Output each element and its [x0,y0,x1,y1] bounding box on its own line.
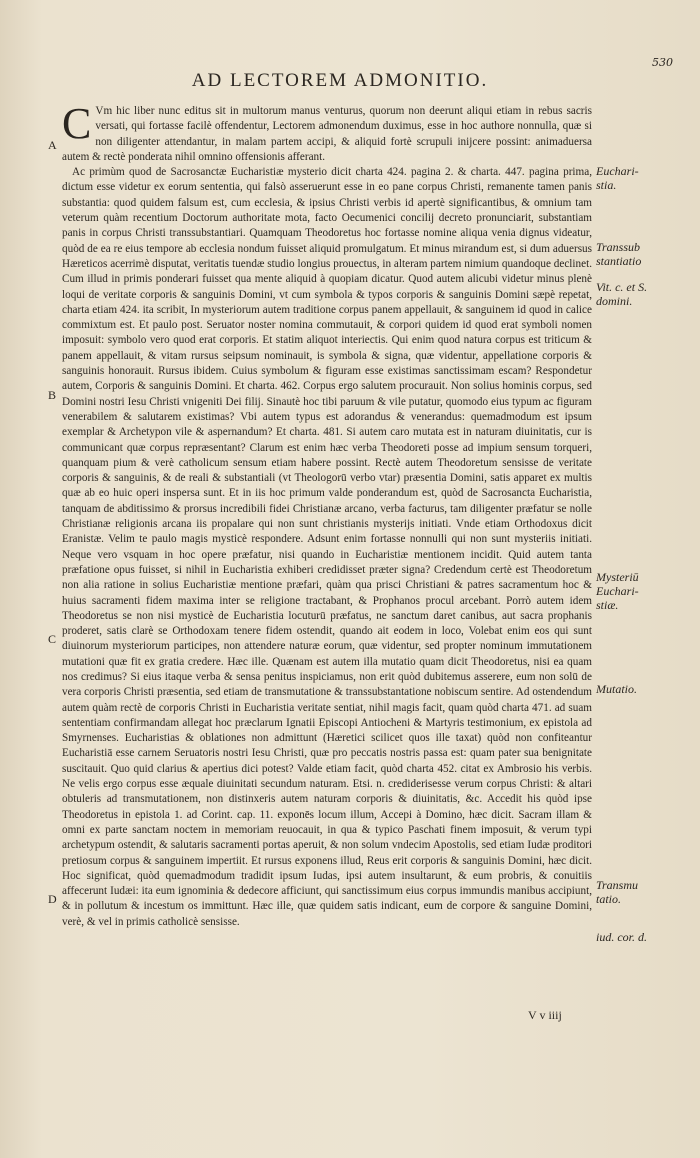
sidenote-line: tatio. [596,892,622,906]
sidenote-line: stia. [596,178,617,192]
folio-number: 530 [652,56,673,69]
sidenote-line: stantiatio [596,254,642,268]
body-text [62,99,592,930]
sidenote-mutatio [596,682,686,696]
paragraph-1-text: Vm hic liber nunc editus sit in multorum manus venturus, quorum non deerunt aliqui etiam in rebus sacris versati, qui fortasse facilè offendentur, Lectorem admonendum duximus, esse in hoc authore nonnulla, quæ si non diligenter attendantur, in malam partem accipi, & aliquid fortè scrupuli inijcere possint: animaduersa autem & rectè ponderata nihil omnino offensionis afferant. [62,105,592,163]
paragraph-2: Ac primùm quod de Sacrosanctæ Eucharistiæ mysterio dicit charta 424. pagina 2. & charta. 447. pagina prima, dictum esse videtur ex eorum sententia, qui falsò asseruerunt esse in eo pane corpus Christi, remanente tamen panis substantia: quod quidem falsum est, cum ecclesia, & ipsius Christi verbis id apertè significantibus, & omnium tam veterum quàm recentium Doctorum authoritate mota, facto Oecumenici concilij decreto pronunciarit, substantiam panis in corpus Christi transsubstantiari. Quamquam Theodoretus hoc fortasse nomine aliqua venia dignus videatur, quòd de ea re eius tempore ab ecclesia nondum fuisset aliquid promulgatum. Et minus mirandum est, si dum aduersus Hæreticos acerrimè disputat, veritatis tuendæ studio longius prouectus, in alteram partem nimium quandoque declinet. Cum illud in primis ponderari fuisset qua mente aliquid à quopiam dicatur. Quod autem alicubi videtur minus plenè loqui de veritate corporis & sanguinis Domini, vt cum symbola & typos corporis & sanguinis Domini sæpè repetat, charta etiam 424. ita scribit, In mysteriorum autem traditione corpus panem appellauit, & sanguinem id quod in calice commixtum est. Et paulo post. Seruator noster nomina commutauit, & corpori quidem id quod erat symboli nomen imposuit: symbolo vero quod erat corporis. Et statim aliquot interiectis. Qui enim quod natura corpus est triticum & panem appellauit, & vitam rursus seipsum nominauit, is symbola & signa, quæ videntur, appellatione corporis & sanguinis honorauit. Rursus ibidem. Cuius symbolum & figuram esse existimas sanctissimam escam? Respondetur autem, Corporis & sanguinis Domini. Et charta. 462. Corpus ergo salutem procurauit. Non solius hominis corpus, sed Domini nostri Iesu Christi vnigeniti Dei filij. Sinautè hoc tibi paruum & vile putatur, quomodo eius typum ac figuram venerabilem & salutarem existimas? Vbi autem typus est adorandus & venerandus: quemadmodum est ipsum exemplar & Archetypon vile & aspernandum? Et charta. 481. Si autem caro mutata est in naturam diuinitatis, cur is communicant quæ corpus repræsentant? Clarum est enim hæc verba Theodoreti posse ad impium sensum torqueri, quanquam pium & verè catholicum sensum etiam habere possint. Rectè autem Theodoretum sensisse de veritate corporis & sanguinis, & de reali & substantiali (vt Theologorū verbo vtar) præsentia Domini, satis apparet ex multis quæ ab eo huic operi inspersa sunt. Et in iis hoc primum valde ponderandum est, quòd de Sacrosancta Eucharistia, tanquam de abditissimo & prorsus incredibili fidei Christianæ arcano, verba facturus, tam diligenter præfatur se nolle Christianæ religionis arcana iis propalare qui non sunt christianis mysterijs initiati. Vnde etiam Orthodoxus dicit Eranistæ. Velim te paulo magis mysticè respondere. Adsunt enim fortasse nonnulli qui non sunt mysteriis initiati. Neque vero vsquam in hoc opere præfatur, nisi quando in Eucharistiæ mentionem incidit. Quid autem tanta præfatione opus fuisset, si nihil in Eucharistia exhiberi credidisset præter signa? Credendum certè est Theodoretum non alia ratione in solius Eucharistiæ mentione præfari, quàm qua prisci Christiani & patres sacramentum hoc & huius sacramenti fidem maxima inter se religione tractabant, & Prophanos procul arcebant. Porrò autem idem Theodoretus se non nisi mysticè de Eucharistia locuturū præfatus, ne sanctum daret canibus, aut sacra prophanis proderet, satis clarè se Orthodoxam tenere fidem ostendit, quando ait eodem in loco, Volebat enim eos qui sunt diuinorum mysteriorum participes, non attendere naturæ eorum, quæ videntur, sed propter nominum immutationem mutationi quæ fit ex gratia credere. Hæc ille. Quænam est autem illa mutatio quam dicit Theodoretus, nisi ea quam nos credimus? Si eius itaque verba & sensa penitus inspiciamus, non erit quòd dubitemus asserere, eum non solū de vera corporis Christi præsentia, sed etiam de transmutatione & transsubstantatione nobiscum sentire. Ad ostendendum autem quàm rectè de corporis Christi in Eucharistia veritate sentiat, nihil magis facit, quam quòd charta 471. ad suam sententiam confirmandam allegat hoc præclarum Ignatii Episcopi Antiocheni & Martyris testimonium, ex epistola ad Smyrnenses. Eucharistias & oblationes non admittunt (Hæretici scilicet quos ille taxat) quòd non confiteantur Eucharistiā esse carnem Seruatoris nostri Iesu Christi, quæ pro peccatis nostris passa est: quam pater sua benignitate suscitauit. Quo quid clarius & apertius dici potest? Valde etiam facit, quòd charta 452. citat ex Ambrosio his verbis. Ne velis ergo corpus esse æquale diuinitati secundum naturam. Etsi. n. crediderisesse verum corpus Christi: & altari obtuleris ad transmutationem, non distinxeris autem naturam corporis & diuinitatis, &c. Accedit his quòd ipse Theodoretus in epistola 1. ad Corint. cap. 11. exponēs locum illum, Accepi à Domino, hæc dicit. Sacram illam & omni ex parte sanctam noctem in memoriam reuocauit, in qua & typico Paschati finem imposuit, & verum typi archetypum ostendit, & salutaris sacramenti portas aperuit, & non solum vndecim Apostolis, sed etiam Iudæ proditori pretiosum corpus & sanguinem impertiit. Et rursus exponens illud, Reus erit corporis & sanguinis Domini, hæc dicit. Hoc significat, quòd quemadmodum tradidit ipsum Iudas, ipsi autem insultarunt, & eum probris, & conuitiis affecerunt Iudæi: ita eum ignominia & dedecore afficiunt, qui sanctissimum eius corpus immundis manibus accipiunt, & in pollutum & incestum os immittunt. Hæc ille, quæ quidem satis indicant, eum de corpore & sanguine Domini, verè, & vel in primis catholicè sensisse. [62,166,592,928]
margin-letter-b: B [48,388,57,402]
margin-letter-c: C [48,632,57,646]
sidenote-mysterium [596,570,686,612]
paragraph-1 [62,99,592,165]
sidenote-eucharistia [596,164,686,192]
sidenote-line: Euchari- [596,164,639,178]
sidenote-transsubstantiatio [596,240,686,268]
sidenote-line: Vit. c. et S. [596,280,648,294]
sidenote-iud [596,930,686,944]
sidenote-line: Euchari- [596,584,639,598]
sidenote-line: stiæ. [596,598,619,612]
sidenote-line: Mysteriū [596,570,639,584]
margin-letter-d: D [48,892,57,906]
sidenote-line: Transsub [596,240,641,254]
sidenote-line: iud. cor. d. [596,930,647,944]
sidenote-line: domini. [596,294,633,308]
sidenote-line: Transmu [596,878,639,892]
sidenote-vit [596,280,686,308]
sidenote-transmutatio [596,878,686,906]
drop-initial: C [62,99,92,148]
sidenote-line: Mutatio. [596,682,637,696]
signature-mark: V v iiij [528,1008,562,1022]
margin-letter-a: A [48,138,57,152]
running-head: AD LECTOREM ADMONITIO. [191,70,489,91]
